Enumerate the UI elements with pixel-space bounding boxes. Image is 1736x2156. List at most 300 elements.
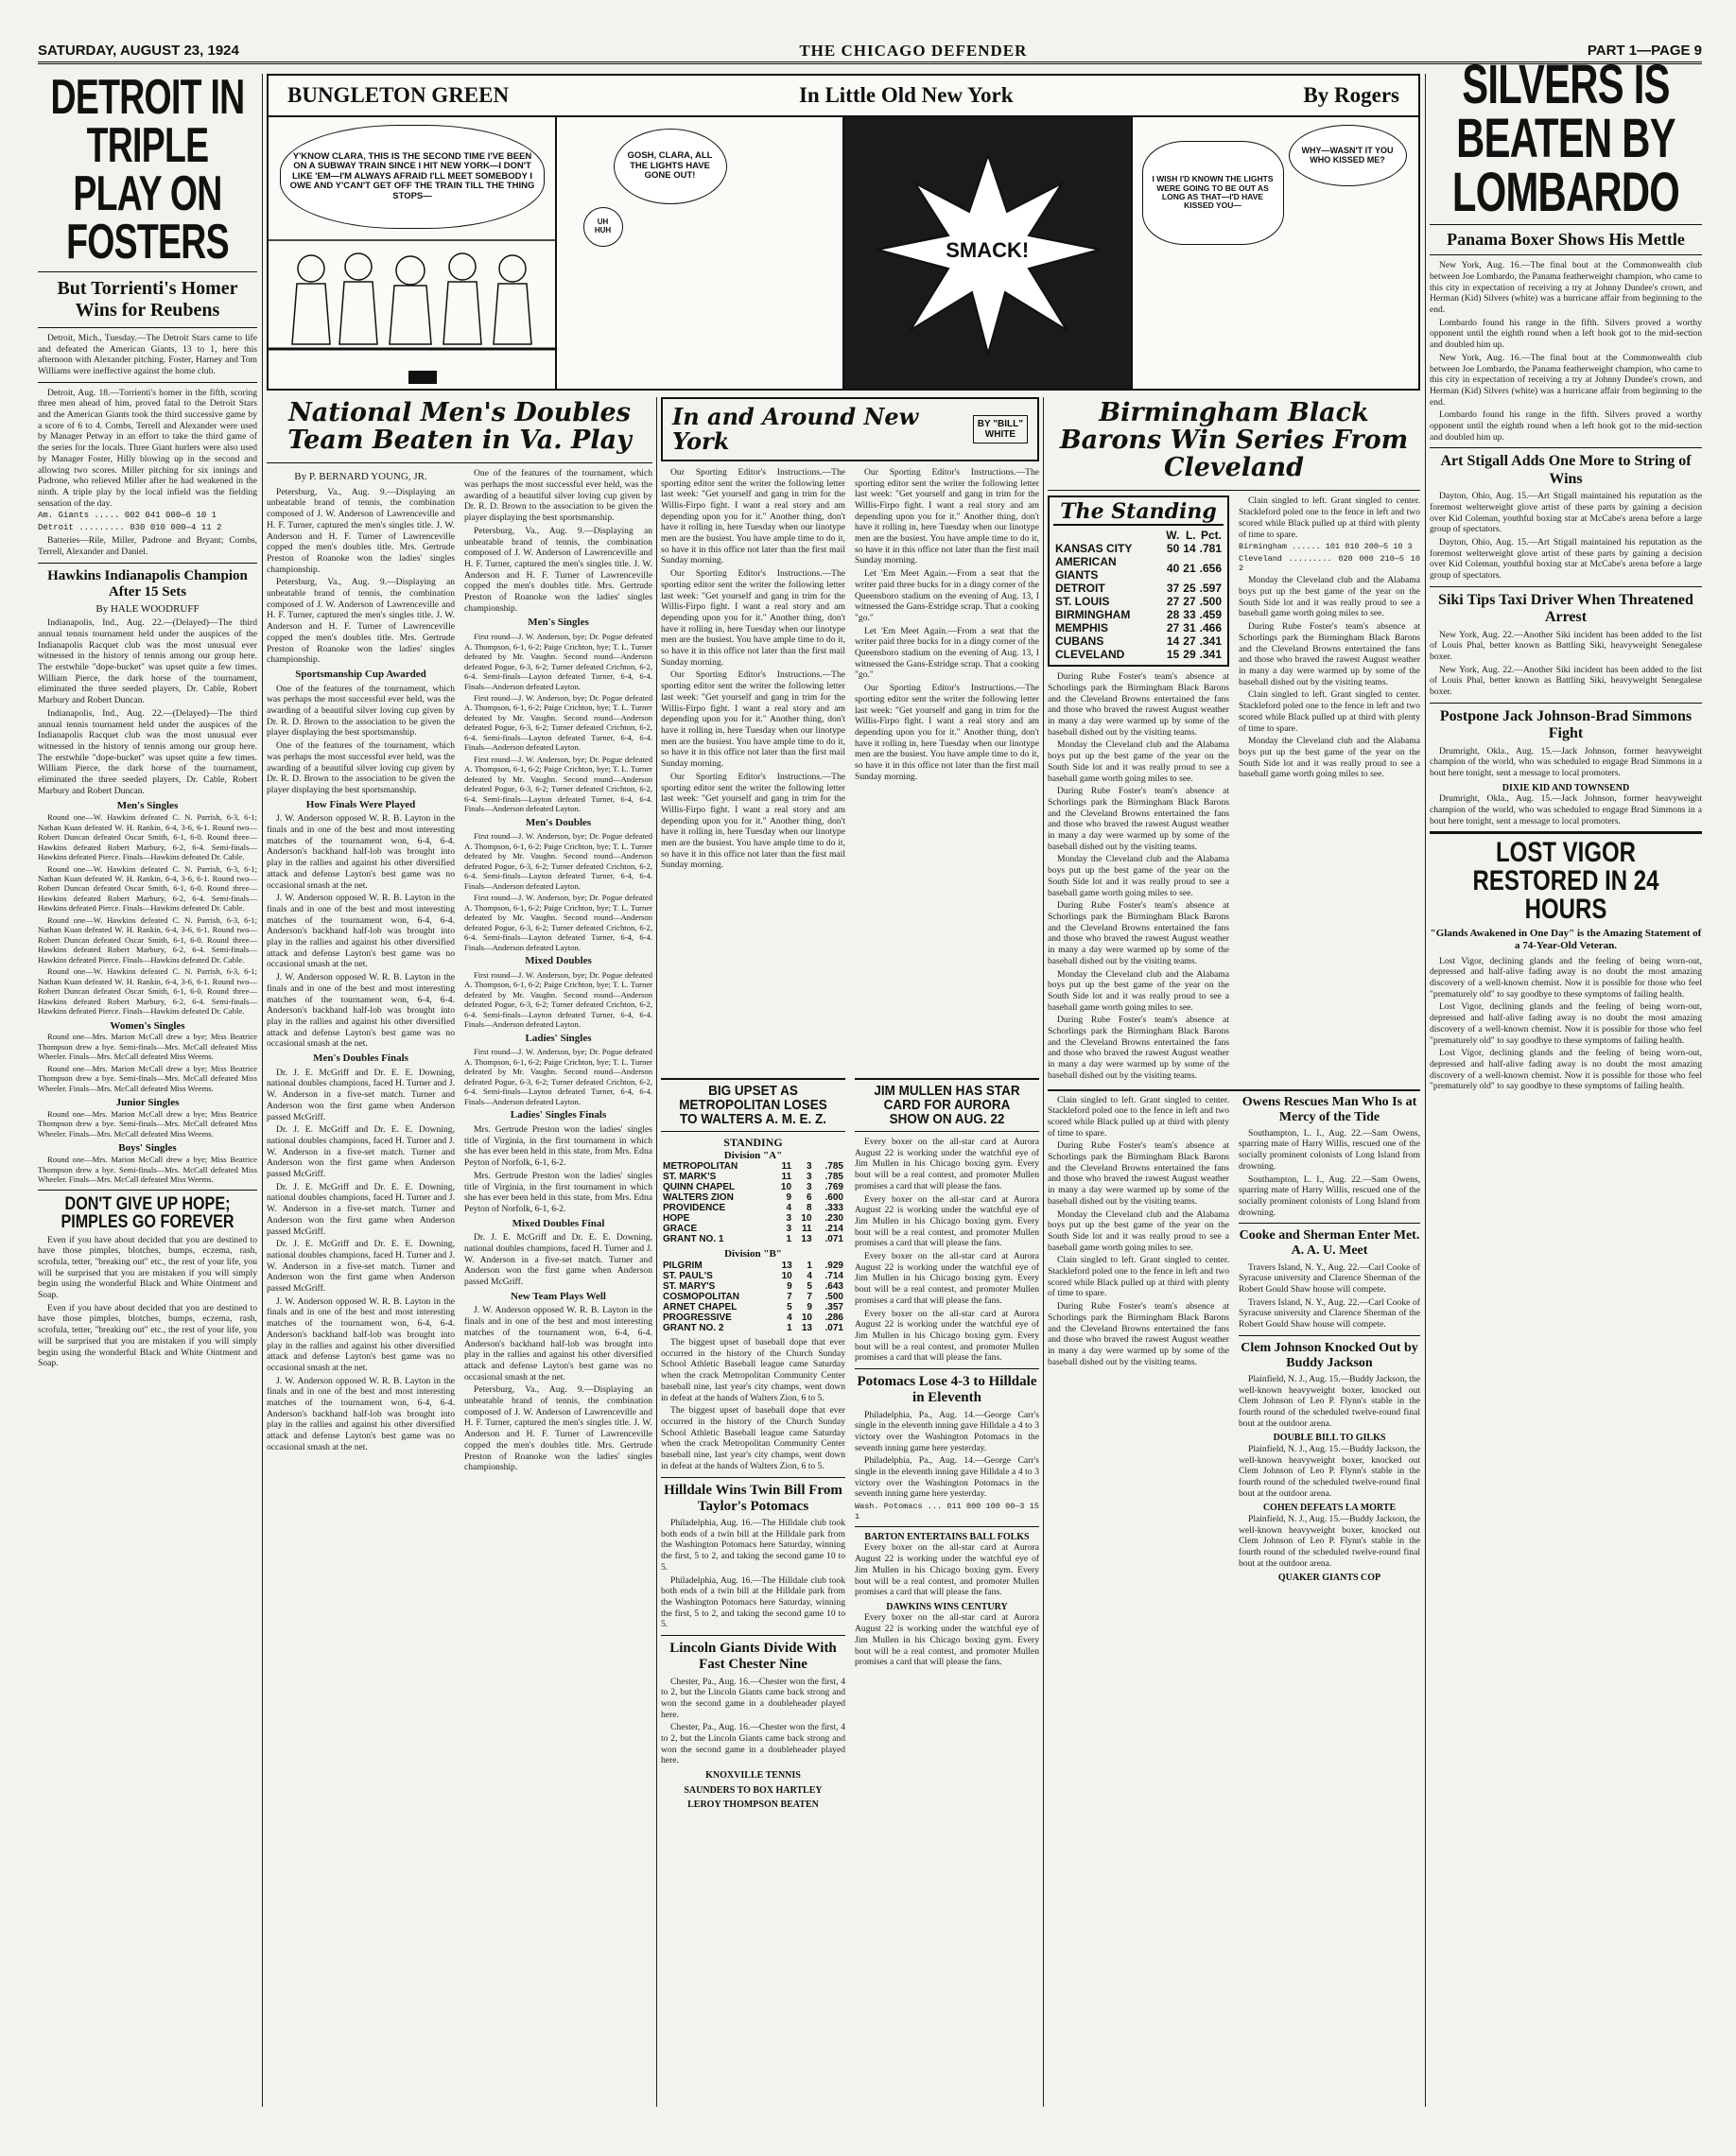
stat-cell: .500 bbox=[1199, 595, 1222, 609]
section-heading: Sportsmanship Cup Awarded bbox=[295, 668, 426, 680]
team-name-cell: WALTERS ZION bbox=[663, 1192, 734, 1204]
stat-cell: .929 bbox=[825, 1261, 843, 1272]
dixie-kid-body: Drumright, Okla., Aug. 15.—Jack Johnson, former heavyweight champion of the world, who was scheduled to engage Brad Simmons in a bout here tonight, sent a message to local promoters. bbox=[1430, 793, 1702, 826]
lincoln-body: Chester, Pa., Aug. 16.—Chester won the first, 4 to 2, but the Lincoln Giants came back strong and won the second game in a doubleheader played here. bbox=[661, 1722, 845, 1766]
stat-cell: 27 bbox=[1183, 635, 1196, 649]
potomacs-body: Philadelphia, Pa., Aug. 14.—George Carr's single in the eleventh inning gave Hilldale a 4 to 3 victory over the Washington Potomacs in the seventh inning game here yesterday. bbox=[855, 1455, 1039, 1500]
table-row bbox=[661, 1271, 845, 1281]
metropolitan-body: The biggest upset of baseball dope that ever occurred in the history of the Church Sunday School Athletic Baseball league came Saturday when the crack Metropolitan Community Center baseball nine, last year's city champs, went down in defeat at the hands of Walters Zion, 6 to 5. bbox=[661, 1405, 845, 1471]
birmingham-article bbox=[1048, 671, 1229, 1081]
pimples-ad bbox=[38, 1235, 257, 1369]
results-body: Round one—W. Hawkins defeated C. N. Parrish, 6-3, 6-1; Nathan Kuan defeated W. H. Rankin, 6-4, 3-6, 6-1. Round two—Robert Duncan defeated Oscar Smith, 6-1, 6-0. Round three—Hawkins defeated Robert Marbury, 6-2, 6-4. Semi-finals—Hawkins defeated Pierce. Finals—Hawkins defeated Dr. Cable. bbox=[38, 863, 257, 913]
column-1 bbox=[38, 74, 257, 2107]
doubles-body: One of the features of the tournament, which was perhaps the most successful ever held, was the awarding of a beautiful silver loving cup given by Dr. R. D. Brown to the association to be given the player displaying the best sportsmanship. bbox=[464, 468, 652, 524]
stat-cell: 29 bbox=[1183, 648, 1196, 662]
table-row bbox=[661, 1323, 845, 1333]
smack-sound-effect: SMACK! bbox=[946, 238, 1030, 262]
birmingham-article-right bbox=[1239, 496, 1420, 780]
doubles-body: Petersburg, Va., Aug. 9.—Displaying an unbeatable brand of tennis, the combination composed of J. W. Anderson of Lawrenceville and H. F. Turner, captured the men's singles title. J. W. Anderson and H. F. Turner of Lawrenceville copped the men's doubles title. Mrs. Gertrude Preston of Roanoke won the ladies' singles championship. bbox=[464, 1384, 652, 1473]
dixie-kid-headline: DIXIE KID AND TOWNSEND bbox=[1502, 782, 1630, 793]
stat-cell: 27 bbox=[1166, 595, 1180, 609]
box-score-line: Birmingham ...... 101 010 200—5 10 3 bbox=[1239, 542, 1413, 552]
cooke-body: Travers Island, N. Y., Aug. 22.—Carl Cooke of Syracuse university and Clarence Sherman of the Robert Gould Shaw house will compete. bbox=[1239, 1261, 1420, 1295]
stat-cell: .341 bbox=[1199, 648, 1222, 662]
vigor-ad-body: Lost Vigor, declining glands and the feeling of being worn-out, depressed and half-alive fading away is no doubt the most amazing discovery of a well-known chemist. Now it is possible for those who feel "prematurely old" to say goodbye to these symptoms of failing health. bbox=[1430, 1001, 1702, 1046]
doubles-headline: National Men's Doubles Team Beaten in Va. Play bbox=[287, 398, 632, 456]
speech-bubble: UH HUH bbox=[583, 207, 623, 247]
table-row bbox=[661, 1203, 845, 1213]
doubles-body: J. W. Anderson opposed W. R. B. Layton in the finals and in one of the best and most interesting matches of the tournament won, 6-4, 6-4. Anderson's backhand half-lob was brought into play in the rallies and against his other diversified attack and defense Layton's best game was no occasional smash at the net. bbox=[267, 893, 455, 970]
birmingham-body: During Rube Foster's team's absence at Schorlings park the Birmingham Black Barons and the Cleveland Browns entertained the fans and those who braved the rawest August weather in many a day were warmed up by some of the baseball dished out by the visiting teams. bbox=[1048, 671, 1229, 738]
pimples-ad-body: Even if you have about decided that you are destined to have those pimples, blotches, bumps, eczema, rash, scrofula, tetter, "breaking out" etc., the rest of your life, you will be surprised that you are mistaken if you will simply begin using the wonderful Black and White Ointment and Soap. bbox=[38, 1234, 257, 1301]
stat-cell: 9 bbox=[786, 1192, 792, 1204]
doubles-body: Petersburg, Va., Aug. 9.—Displaying an unbeatable brand of tennis, the combination composed of J. W. Anderson of Lawrenceville and H. F. Turner, captured the men's singles title. J. W. Anderson and H. F. Turner of Lawrenceville copped the men's doubles title. Mrs. Gertrude Preston of Roanoke won the ladies' singles championship. bbox=[267, 486, 455, 575]
lincoln-body: Chester, Pa., Aug. 16.—Chester won the first, 4 to 2, but the Lincoln Giants came back strong and won the second game in a doubleheader played here. bbox=[661, 1676, 845, 1720]
doubles-results-heading: Men's Doubles bbox=[525, 816, 592, 828]
lincoln-headline: Lincoln Giants Divide With Fast Chester Nine bbox=[669, 1641, 837, 1673]
division-b-label: Division "B" bbox=[724, 1248, 782, 1261]
results-body: First round—J. W. Anderson, bye; Dr. Pogue defeated A. Thompson, 6-1, 6-2; Paige Crichton, bye; T. L. Turner defeated by Mr. Vaughn. Second round—Anderson defeated Pogue, 6-3, 6-2; Turner defeated Crichton, 6-2, 6-4. Semi-finals—Layton defeated Turner, 6-4, 6-4. Finals—Anderson defeated Layton. bbox=[464, 1047, 652, 1106]
leroy-headline: LEROY THOMPSON BEATEN bbox=[687, 1800, 819, 1811]
comic-strip bbox=[267, 74, 1420, 391]
stat-cell: .597 bbox=[1199, 582, 1222, 596]
johnson-headline: Postpone Jack Johnson-Brad Simmons Fight bbox=[1439, 707, 1693, 742]
box-score-line: Detroit ......... 030 010 000—4 11 2 bbox=[38, 523, 222, 533]
comic-panel-4 bbox=[1133, 117, 1419, 389]
comic-panels bbox=[269, 117, 1418, 389]
table-row bbox=[1053, 595, 1224, 608]
table-header-cell bbox=[1053, 529, 1164, 542]
table-row bbox=[1053, 621, 1224, 635]
team-name-cell: AMERICAN GIANTS bbox=[1055, 555, 1117, 582]
detroit-lead: Detroit, Mich., Tuesday.—The Detroit Stars came to life and defeated the American Giants, 13 to 1, here this afternoon with Alexander pitching. Foster, Harney and Tom Williams were ineffective against the home club. bbox=[38, 332, 257, 376]
stigall-article bbox=[1430, 491, 1702, 582]
results-body: First round—J. W. Anderson, bye; Dr. Pogue defeated A. Thompson, 6-1, 6-2; Paige Crichton, bye; T. L. Turner defeated by Mr. Vaughn. Second round—Anderson defeated Pogue, 6-3, 6-2; Turner defeated Crichton, 6-2, 6-4. Semi-finals—Layton defeated Turner, 6-4, 6-4. Finals—Anderson defeated Layton. bbox=[464, 693, 652, 753]
mullen-article bbox=[855, 1137, 1039, 1364]
table-row bbox=[1053, 582, 1224, 595]
stigall-headline: Art Stigall Adds One More to String of Wins bbox=[1440, 453, 1692, 487]
table-row bbox=[1053, 608, 1224, 621]
table-row bbox=[661, 1182, 845, 1192]
vigor-ad bbox=[1430, 956, 1702, 1092]
clem-body: Plainfield, N. J., Aug. 15.—Buddy Jackson, the well-known heavyweight boxer, knocked out Clem Johnson of Leo P. Flynn's stable in the fourth round of the scheduled twelve-round final bout at the outdoor arena. bbox=[1239, 1373, 1420, 1429]
doubles-body: J. W. Anderson opposed W. R. B. Layton in the finals and in one of the best and most interesting matches of the tournament won, 6-4, 6-4. Anderson's backhand half-lob was brought into play in the rallies and against his other diversified attack and defense Layton's best game was no occasional smash at the net. bbox=[464, 1305, 652, 1382]
stat-cell: 50 bbox=[1166, 542, 1180, 556]
table-header-row bbox=[1053, 529, 1224, 542]
metropolitan-headline: BIG UPSET AS METROPOLITAN LOSES TO WALTERS A. M. E. Z. bbox=[679, 1083, 827, 1127]
team-name-cell: GRANT NO. 1 bbox=[663, 1234, 724, 1245]
birmingham-body: Monday the Cleveland club and the Alabama boys put up the best game of the year on the South Side lot and it was really proud to see a baseball game worth going miles to see. bbox=[1048, 1208, 1229, 1253]
table-row bbox=[661, 1234, 845, 1244]
table-row bbox=[661, 1172, 845, 1182]
junior-body: Round one—Mrs. Marion McCall drew a bye; Miss Beatrice Thompson drew a bye. Semi-finals—Mrs. McCall defeated Miss Wheeler. Finals—Mrs. McCall defeated Miss Weems. bbox=[38, 1108, 257, 1139]
doubles-body: J. W. Anderson opposed W. R. B. Layton in the finals and in one of the best and most interesting matches of the tournament won, 6-4, 6-4. Anderson's backhand half-lob was brought into play in the rallies and against his other diversified attack and defense Layton's best game was no occasional smash at the net. bbox=[267, 972, 455, 1050]
boys-body: Round one—Mrs. Marion McCall drew a bye; Miss Beatrice Thompson drew a bye. Semi-finals—Mrs. McCall defeated Miss Wheeler. Finals—Mrs. McCall defeated Miss Weems. bbox=[38, 1155, 257, 1185]
birmingham-body: Monday the Cleveland club and the Alabama boys put up the best game of the year on the South Side lot and it was really proud to see a baseball game worth going miles to see. bbox=[1048, 739, 1229, 784]
stat-cell: .785 bbox=[825, 1161, 843, 1173]
detroit-deck: But Torrienti's Homer Wins for Reubens bbox=[57, 277, 238, 321]
dawkins-article bbox=[855, 1612, 1039, 1668]
birmingham-body: Monday the Cleveland club and the Alabama boys put up the best game of the year on the South Side lot and it was really proud to see a baseball game worth going miles to see. bbox=[1239, 575, 1420, 619]
page-number: PART 1—PAGE 9 bbox=[1587, 43, 1702, 59]
womens-body: Round one—Mrs. Marion McCall drew a bye; Miss Beatrice Thompson drew a bye. Semi-finals—Mrs. McCall defeated Miss Wheeler. Finals—Mrs. McCall defeated Miss Weems. bbox=[38, 1032, 257, 1062]
new-york-body: Our Sporting Editor's Instructions.—The sporting editor sent the writer the following letter last week: "Get yourself and gang in trim for the Willis-Firpo fight. I want a real story and am depending upon you for it." Another thing, don't have it rolling in, here Tuesday when our linotype men are the busiest. You have ample time to do it, so have it in this office not later than the first mail Sunday morning. bbox=[661, 669, 845, 770]
team-name-cell: CUBANS bbox=[1055, 635, 1104, 649]
birmingham-body: Clain singled to left. Grant singled to center. Stackleford poled one to the fence in left and two scored while Black pulled up at third with plenty of time to spare. bbox=[1239, 496, 1420, 540]
team-name-cell: QUINN CHAPEL bbox=[663, 1182, 736, 1193]
cohen-article bbox=[1239, 1514, 1420, 1570]
johnson-article bbox=[1430, 746, 1702, 779]
results-body: First round—J. W. Anderson, bye; Dr. Pogue defeated A. Thompson, 6-1, 6-2; Paige Crichton, bye; T. L. Turner defeated by Mr. Vaughn. Second round—Anderson defeated Pogue, 6-3, 6-2; Turner defeated Crichton, 6-2, 6-4. Semi-finals—Layton defeated Turner, 6-4, 6-4. Finals—Anderson defeated Layton. bbox=[464, 632, 652, 691]
doubles-body: One of the features of the tournament, which was perhaps the most successful ever held, was the awarding of a beautiful silver loving cup given by Dr. R. D. Brown to the association to be given the player displaying the best sportsmanship. bbox=[267, 740, 455, 795]
owens-headline: Owens Rescues Man Who Is at Mercy of the Tide bbox=[1241, 1094, 1417, 1124]
new-york-body: Our Sporting Editor's Instructions.—The sporting editor sent the writer the following letter last week: "Get yourself and gang in trim for the Willis-Firpo fight. I want a real story and am depending upon you for it." Another thing, don't have it rolling in, here Tuesday when our linotype men are the busiest. You have ample time to do it, so have it in this office not later than the first mail Sunday morning. bbox=[661, 568, 845, 668]
stat-cell: 40 bbox=[1166, 562, 1180, 576]
knoxville-headline: KNOXVILLE TENNIS bbox=[705, 1770, 801, 1782]
results-body: First round—J. W. Anderson, bye; Dr. Pogue defeated A. Thompson, 6-1, 6-2; Paige Crichton, bye; T. L. Turner defeated by Mr. Vaughn. Second round—Anderson defeated Pogue, 6-3, 6-2; Turner defeated Crichton, 6-2, 6-4. Semi-finals—Layton defeated Turner, 6-4, 6-4. Finals—Anderson defeated Layton. bbox=[464, 893, 652, 952]
stat-cell: 3 bbox=[786, 1213, 792, 1225]
new-york-article-left bbox=[661, 467, 845, 873]
tennis-article bbox=[38, 617, 257, 796]
birmingham-body: Monday the Cleveland club and the Alabama boys put up the best game of the year on the South Side lot and it was really proud to see a baseball game worth going miles to see. bbox=[1048, 854, 1229, 898]
stat-cell: .341 bbox=[1199, 635, 1222, 649]
silvers-headline: SILVERS IS BEATEN BY LOMBARDO bbox=[1451, 59, 1680, 223]
silvers-body: Lombardo found his range in the fifth. Silvers proved a worthy opponent until the eighth round when a left hook got to the mid-section and doubled him up. bbox=[1430, 409, 1702, 443]
stat-cell: 13 bbox=[781, 1261, 792, 1272]
stat-cell: 27 bbox=[1183, 595, 1196, 609]
doubles-body: J. W. Anderson opposed W. R. B. Layton in the finals and in one of the best and most interesting matches of the tournament won, 6-4, 6-4. Anderson's backhand half-lob was brought into play in the rallies and against his other diversified attack and defense Layton's best game was no occasional smash at the net. bbox=[267, 813, 455, 891]
birmingham-body: Clain singled to left. Grant singled to center. Stackleford poled one to the fence in left and two scored while Black pulled up at third with plenty of time to spare. bbox=[1239, 689, 1420, 734]
team-name-cell: ST. MARY'S bbox=[663, 1281, 716, 1293]
table-row bbox=[661, 1261, 845, 1271]
new-york-header bbox=[661, 397, 1039, 461]
stat-cell: 10 bbox=[781, 1271, 792, 1282]
birmingham-continued bbox=[1048, 1095, 1229, 1368]
column-2 bbox=[267, 397, 652, 2107]
doubles-body: Petersburg, Va., Aug. 9.—Displaying an unbeatable brand of tennis, the combination composed of J. W. Anderson of Lawrenceville and H. F. Turner, captured the men's singles title. J. W. Anderson and H. F. Turner of Lawrenceville copped the men's doubles title. Mrs. Gertrude Preston of Roanoke won the ladies' singles championship. bbox=[464, 525, 652, 614]
stat-cell: .714 bbox=[825, 1271, 843, 1282]
issue-date: SATURDAY, AUGUST 23, 1924 bbox=[38, 43, 239, 59]
siki-body: New York, Aug. 22.—Another Siki incident has been added to the list of Louis Phal, better known as Battling Siki, heavyweight Senegalese boxer. bbox=[1430, 629, 1702, 663]
lincoln-article bbox=[661, 1677, 845, 1767]
birmingham-body: Clain singled to left. Grant singled to center. Stackleford poled one to the fence in left and two scored while Black pulled up at third with plenty of time to spare. bbox=[1048, 1255, 1229, 1299]
results-heading: Men's Singles bbox=[116, 800, 179, 812]
stat-cell: .643 bbox=[825, 1281, 843, 1293]
team-name-cell: ST. MARK'S bbox=[663, 1172, 717, 1183]
church-league-standing-title: STANDING bbox=[723, 1136, 783, 1149]
stat-cell: 9 bbox=[807, 1302, 812, 1313]
stat-cell: 8 bbox=[806, 1203, 812, 1214]
hilldale-article bbox=[661, 1518, 845, 1630]
stat-cell: 10 bbox=[780, 1182, 792, 1193]
detroit-article bbox=[38, 333, 257, 558]
speech-bubble: WHY—WASN'T IT YOU WHO KISSED ME? bbox=[1289, 125, 1407, 186]
division-b-table bbox=[661, 1261, 845, 1333]
pimples-ad-body: Even if you have about decided that you are destined to have those pimples, blotches, bumps, eczema, rash, scrofula, tetter, "breaking out" etc., the rest of your life, you will be surprised that you are mistaken if you will simply begin using the wonderful Black and White Ointment and Soap. bbox=[38, 1302, 257, 1369]
new-york-article-right bbox=[855, 467, 1039, 873]
stat-cell: .466 bbox=[1199, 621, 1222, 635]
table-row bbox=[661, 1192, 845, 1203]
birmingham-section bbox=[1048, 397, 1420, 2107]
detroit-body: Detroit, Aug. 18.—Torrienti's homer in the fifth, scoring three men ahead of him, proved fatal to the Detroit Stars and the American Giants took the third successive game by a score of 6 to 4. Combs, Terrell and Alexander were used by Manager Petway in an effort to take the third game of the series for the locals. Three Giant hurlers were also used by Manager Foster, Hilly blowing up in the second and allowing two scores. Miller pitching for six innings and Padrone, who relieved Miller after he had weakened in the ninth. A triple play by the local infield was the fielding sensation of the day. bbox=[38, 387, 257, 509]
womens-body: Round one—Mrs. Marion McCall drew a bye; Miss Beatrice Thompson drew a bye. Semi-finals—Mrs. McCall defeated Miss Wheeler. Finals—Mrs. McCall defeated Miss Weems. bbox=[38, 1063, 257, 1093]
team-name-cell: GRACE bbox=[663, 1224, 698, 1235]
team-name-cell: ARNET CHAPEL bbox=[663, 1302, 738, 1313]
new-york-body: Our Sporting Editor's Instructions.—The sporting editor sent the writer the following letter last week: "Get yourself and gang in trim for the Willis-Firpo fight. I want a real story and am depending upon you for it." Another thing, don't have it rolling in, here Tuesday when our linotype men are the busiest. You have ample time to do it, so have it in this office not later than the first mail Sunday morning. bbox=[661, 466, 845, 566]
stat-cell: 10 bbox=[801, 1313, 812, 1324]
stat-cell: 1 bbox=[787, 1323, 792, 1334]
stat-cell: 11 bbox=[781, 1161, 792, 1173]
birmingham-body: During Rube Foster's team's absence at Schorlings park the Birmingham Black Barons and the Cleveland Browns entertained the fans and those who braved the rawest August weather in many a day were warmed up by some of the baseball dished out by the visiting teams. bbox=[1048, 1301, 1229, 1367]
doubles-body: Dr. J. E. McGriff and Dr. E. E. Downing, national doubles champions, faced H. Turner and J. W. Anderson in a five-set match. Turner and Anderson won the first game when Anderson passed McGriff. bbox=[267, 1124, 455, 1180]
johnson-body: Drumright, Okla., Aug. 15.—Jack Johnson, former heavyweight champion of the world, who was scheduled to engage Brad Simmons in a bout here tonight, sent a message to local promoters. bbox=[1430, 745, 1702, 779]
vigor-ad-body: Lost Vigor, declining glands and the feeling of being worn-out, depressed and half-alive fading away is no doubt the most amazing discovery of a well-known chemist. Now it is possible for those who feel "prematurely old" to say goodbye to these symptoms of failing health. bbox=[1430, 955, 1702, 1000]
owens-body: Southampton, L. I., Aug. 22.—Sam Owens, sparring mate of Harry Willis, rescued one of the socially prominent colonists of Long Island from drowning. bbox=[1239, 1127, 1420, 1172]
stat-cell: .286 bbox=[825, 1313, 843, 1324]
team-name-cell: HOPE bbox=[663, 1213, 690, 1225]
birmingham-body: During Rube Foster's team's absence at Schorlings park the Birmingham Black Barons and the Cleveland Browns entertained the fans and those who braved the rawest August weather in many a day were warmed up by some of the baseball dished out by the visiting teams. bbox=[1048, 1140, 1229, 1207]
gilks-body: Plainfield, N. J., Aug. 15.—Buddy Jackson, the well-known heavyweight boxer, knocked out Clem Johnson of Leo P. Flynn's stable in the fourth round of the scheduled twelve-round final bout at the outdoor arena. bbox=[1239, 1443, 1420, 1499]
stat-cell: 4 bbox=[807, 1271, 812, 1282]
cohen-headline: COHEN DEFEATS LA MORTE bbox=[1262, 1503, 1397, 1514]
stat-cell: 21 bbox=[1183, 562, 1196, 576]
subway-riders-illustration bbox=[269, 117, 557, 389]
stat-cell: 1 bbox=[807, 1261, 812, 1272]
ladies-results-heading: Ladies' Singles bbox=[525, 1032, 592, 1044]
speech-bubble: GOSH, CLARA, ALL THE LIGHTS HAVE GONE OUT! bbox=[614, 129, 727, 204]
new-york-headline: In and Around New York bbox=[672, 403, 919, 455]
team-name-cell: PILGRIM bbox=[663, 1261, 703, 1272]
section-heading: New Team Plays Well bbox=[511, 1290, 606, 1302]
division-a-table bbox=[661, 1161, 845, 1244]
doubles-body: Dr. J. E. McGriff and Dr. E. E. Downing, national doubles champions, faced H. Turner and J. W. Anderson in a five-set match. Turner and Anderson won the first game when Anderson passed McGriff. bbox=[464, 1232, 652, 1288]
team-name-cell: METROPOLITAN bbox=[663, 1161, 738, 1173]
hilldale-body: Philadelphia, Aug. 16.—The Hilldale club took both ends of a twin bill at the Hilldale park from the Washington Potomacs here Saturday, winning the first, 5 to 2, and taking the second game 10 to 5. bbox=[661, 1574, 845, 1630]
results-body: First round—J. W. Anderson, bye; Dr. Pogue defeated A. Thompson, 6-1, 6-2; Paige Crichton, bye; T. L. Turner defeated by Mr. Vaughn. Second round—Anderson defeated Pogue, 6-3, 6-2; Turner defeated Crichton, 6-2, 6-4. Semi-finals—Layton defeated Turner, 6-4, 6-4. Finals—Anderson defeated Layton. bbox=[464, 831, 652, 891]
stat-cell: 5 bbox=[807, 1281, 812, 1293]
stat-cell: 15 bbox=[1166, 648, 1180, 662]
stat-cell: .785 bbox=[825, 1172, 843, 1183]
birmingham-body: During Rube Foster's team's absence at Schorlings park the Birmingham Black Barons and the Cleveland Browns entertained the fans and those who braved the rawest August weather in many a day were warmed up by some of the baseball dished out by the visiting teams. bbox=[1048, 1015, 1229, 1081]
section-heading: How Finals Were Played bbox=[305, 798, 416, 810]
dawkins-headline: DAWKINS WINS CENTURY bbox=[886, 1601, 1008, 1612]
stat-cell: 13 bbox=[801, 1323, 812, 1334]
cooke-headline: Cooke and Sherman Enter Met. A. A. U. Meet bbox=[1239, 1228, 1420, 1259]
stat-cell: 3 bbox=[786, 1224, 792, 1235]
stat-cell: 4 bbox=[787, 1313, 792, 1324]
stat-cell: 7 bbox=[807, 1292, 812, 1303]
team-name-cell: CLEVELAND bbox=[1055, 648, 1125, 662]
table-header-cell: Pct. bbox=[1200, 529, 1222, 543]
doubles-body: Mrs. Gertrude Preston won the ladies' singles title of Virginia, in the first tournament in which she has ever been held in this state, from Mrs. Edna Peyton of Norfolk, 6-1, 6-2. bbox=[464, 1124, 652, 1169]
stat-cell: 1 bbox=[786, 1234, 792, 1245]
tennis-headline: Hawkins Indianapolis Champion After 15 Sets bbox=[47, 567, 248, 600]
stat-cell: .500 bbox=[825, 1292, 843, 1303]
stat-cell: 11 bbox=[781, 1172, 792, 1183]
doubles-body: One of the features of the tournament, which was perhaps the most successful ever held, was the awarding of a beautiful silver loving cup given by Dr. R. D. Brown to the association to be given the player displaying the best sportsmanship. bbox=[267, 683, 455, 739]
stigall-body: Dayton, Ohio, Aug. 15.—Art Stigall maintained his reputation as the foremost welterweight glove artist of these parts by gaining a decision over Kid Coleman, youthful boxing star at McCabe's arena before a large group of spectators. bbox=[1430, 537, 1702, 582]
womens-heading: Women's Singles bbox=[110, 1019, 185, 1032]
stat-cell: 33 bbox=[1183, 608, 1196, 622]
cooke-body: Travers Island, N. Y., Aug. 22.—Carl Cooke of Syracuse university and Clarence Sherman of the Robert Gould Shaw house will compete. bbox=[1239, 1296, 1420, 1330]
doubles-body: Dr. J. E. McGriff and Dr. E. E. Downing, national doubles champions, faced H. Turner and J. W. Anderson in a five-set match. Turner and Anderson won the first game when Anderson passed McGriff. bbox=[267, 1067, 455, 1122]
doubles-body: Petersburg, Va., Aug. 9.—Displaying an unbeatable brand of tennis, the combination composed of J. W. Anderson of Lawrenceville and H. F. Turner, captured the men's singles title. J. W. Anderson and H. F. Turner of Lawrenceville copped the men's doubles title. Mrs. Gertrude Preston of Roanoke won the ladies' singles championship. bbox=[267, 577, 455, 666]
new-york-body: Our Sporting Editor's Instructions.—The sporting editor sent the writer the following letter last week: "Get yourself and gang in trim for the Willis-Firpo fight. I want a real story and am depending upon you for it." Another thing, don't have it rolling in, here Tuesday when our linotype men are the busiest. You have ample time to do it, so have it in this office not later than the first mail Sunday morning. bbox=[855, 683, 1039, 782]
box-score-line: Cleveland ......... 020 000 210—5 10 2 bbox=[1239, 553, 1420, 573]
silvers-body: New York, Aug. 16.—The final bout at the Commonwealth club between Joe Lombardo, the Panama featherweight champion, who came to this city in expectation of receiving a try at Johnny Dundee's crown, and Herman (Kid) Silvers (white) was a hurricane affair from beginning to the end. bbox=[1430, 352, 1702, 408]
womens-list bbox=[38, 1032, 257, 1093]
new-york-body: Our Sporting Editor's Instructions.—The sporting editor sent the writer the following letter last week: "Get yourself and gang in trim for the Willis-Firpo fight. I want a real story and am depending upon you for it." Another thing, don't have it rolling in, here Tuesday when our linotype men are the busiest. You have ample time to do it, so have it in this office not later than the first mail Sunday morning. bbox=[855, 466, 1039, 566]
table-row bbox=[661, 1302, 845, 1313]
stat-cell: 27 bbox=[1166, 621, 1180, 635]
stat-cell: 3 bbox=[806, 1161, 812, 1173]
team-name-cell: ST. LOUIS bbox=[1055, 595, 1110, 609]
linescore-line: Wash. Potomacs ... 011 000 100 00—3 15 1 bbox=[855, 1502, 1039, 1521]
silvers-article bbox=[1430, 260, 1702, 443]
tennis-body: Indianapolis, Ind., Aug. 22.—(Delayed)—The third annual tennis tournament held under the auspices of the Indianapolis Racquet club was the most unusual ever witnessed in the history of tennis among our group here. The erstwhile "dope-bucket" was upset quite a few times. William Pierce, the dark horse of the tournament, eliminated the three seeded players, Dr. Cable, Robert Marbury and Robert Duncan. bbox=[38, 617, 257, 706]
dixie-kid-article bbox=[1430, 793, 1702, 826]
stat-cell: 28 bbox=[1166, 608, 1180, 622]
silvers-body: Lombardo found his range in the fifth. Silvers proved a worthy opponent until the eighth round when a left hook got to the mid-section and doubled him up. bbox=[1430, 317, 1702, 351]
team-name-cell: BIRMINGHAM bbox=[1055, 608, 1131, 622]
stat-cell: 14 bbox=[1183, 542, 1196, 556]
silvers-body: New York, Aug. 16.—The final bout at the Commonwealth club between Joe Lombardo, the Panama featherweight champion, who came to this city in expectation of receiving a try at Johnny Dundee's crown, and Herman (Kid) Silvers (white) was a hurricane affair from beginning to the end. bbox=[1430, 260, 1702, 315]
owens-body: Southampton, L. I., Aug. 22.—Sam Owens, sparring mate of Harry Willis, rescued one of the socially prominent colonists of Long Island from drowning. bbox=[1239, 1174, 1420, 1218]
results-body: First round—J. W. Anderson, bye; Dr. Pogue defeated A. Thompson, 6-1, 6-2; Paige Crichton, bye; T. L. Turner defeated by Mr. Vaughn. Second round—Anderson defeated Pogue, 6-3, 6-2; Turner defeated Crichton, 6-2, 6-4. Semi-finals—Layton defeated Turner, 6-4, 6-4. Finals—Anderson defeated Layton. bbox=[464, 754, 652, 814]
boys-heading: Boys' Singles bbox=[118, 1142, 177, 1155]
new-york-byline: BY "BILL" WHITE bbox=[973, 415, 1028, 443]
mullen-headline: JIM MULLEN HAS STAR CARD FOR AURORA SHOW ON AUG. 22 bbox=[874, 1083, 1020, 1127]
stat-cell: .459 bbox=[1199, 608, 1222, 622]
table-row bbox=[661, 1292, 845, 1302]
potomacs-body: Philadelphia, Pa., Aug. 14.—George Carr's single in the eleventh inning gave Hilldale a 4 to 3 victory over the Washington Potomacs in the seventh inning game here yesterday. bbox=[855, 1409, 1039, 1453]
comic-panel-1 bbox=[269, 117, 557, 389]
team-name-cell: MEMPHIS bbox=[1055, 621, 1109, 635]
stat-cell: 6 bbox=[806, 1192, 812, 1204]
stat-cell: 7 bbox=[787, 1292, 792, 1303]
stat-cell: 5 bbox=[787, 1302, 792, 1313]
table-row bbox=[661, 1224, 845, 1234]
standing-title: The Standing bbox=[1053, 501, 1224, 526]
table-header-cell: W. bbox=[1166, 529, 1180, 543]
junior-heading: Junior Singles bbox=[115, 1097, 180, 1109]
new-york-body: Let 'Em Meet Again.—From a seat that the writer paid three bucks for in a dingy corner of the Queensboro stadium on the evening of Aug. 13, I witnessed the Gans-Estridge scrap. That a cooking "go." bbox=[855, 568, 1039, 623]
stat-cell: .781 bbox=[1199, 542, 1222, 556]
birmingham-body: Clain singled to left. Grant singled to center. Stackleford poled one to the fence in left and two scored while Black pulled up at third with plenty of time to spare. bbox=[1048, 1094, 1229, 1139]
detroit-headline: DETROIT IN TRIPLE PLAY ON FOSTERS bbox=[50, 74, 245, 270]
stat-cell: 9 bbox=[787, 1281, 792, 1293]
tennis-byline: By HALE WOODRUFF bbox=[95, 603, 200, 616]
siki-body: New York, Aug. 22.—Another Siki incident has been added to the list of Louis Phal, better known as Battling Siki, heavyweight Senegalese boxer. bbox=[1430, 664, 1702, 698]
team-name-cell: PROGRESSIVE bbox=[663, 1313, 732, 1324]
junior-list bbox=[38, 1109, 257, 1139]
birmingham-body: Monday the Cleveland club and the Alabama boys put up the best game of the year on the South Side lot and it was really proud to see a baseball game worth going miles to see. bbox=[1239, 736, 1420, 780]
table-row bbox=[1053, 542, 1224, 555]
hilldale-headline: Hilldale Wins Twin Bill From Taylor's Potomacs bbox=[664, 1482, 842, 1514]
stat-cell: 3 bbox=[806, 1182, 812, 1193]
boys-list bbox=[38, 1155, 257, 1184]
table-row bbox=[661, 1281, 845, 1292]
vigor-ad-headline: LOST VIGOR RESTORED IN 24 HOURS bbox=[1472, 837, 1659, 926]
table-row bbox=[1053, 555, 1224, 582]
standing-box bbox=[1048, 496, 1229, 667]
paper-name: THE CHICAGO DEFENDER bbox=[799, 41, 1028, 60]
comic-panel-3 bbox=[844, 117, 1133, 389]
results-list bbox=[38, 812, 257, 1017]
potomacs-article bbox=[855, 1410, 1039, 1521]
stat-cell: 31 bbox=[1183, 621, 1196, 635]
saunders-headline: SAUNDERS TO BOX HARTLEY bbox=[684, 1784, 823, 1796]
stat-cell: .230 bbox=[825, 1213, 843, 1225]
doubles-byline: By P. BERNARD YOUNG, JR. bbox=[294, 471, 427, 483]
silvers-deck: Panama Boxer Shows His Mettle bbox=[1447, 230, 1685, 250]
metropolitan-body: The biggest upset of baseball dope that ever occurred in the history of the Church Sunday School Athletic Baseball league came Saturday when the crack Metropolitan Community Center baseball nine, last year's city champs, went down in defeat at the hands of Walters Zion, 6 to 5. bbox=[661, 1337, 845, 1403]
doubles-article-right bbox=[464, 468, 652, 1475]
barton-article bbox=[855, 1542, 1039, 1598]
doubles-body: J. W. Anderson opposed W. R. B. Layton in the finals and in one of the best and most interesting matches of the tournament won, 6-4, 6-4. Anderson's backhand half-lob was brought into play in the rallies and against his other diversified attack and defense Layton's best game was no occasional smash at the net. bbox=[267, 1295, 455, 1373]
hilldale-body: Philadelphia, Aug. 16.—The Hilldale club took both ends of a twin bill at the Hilldale park from the Washington Potomacs here Saturday, winning the first, 5 to 2, and taking the second game 10 to 5. bbox=[661, 1518, 845, 1573]
clem-headline: Clem Johnson Knocked Out by Buddy Jackson bbox=[1241, 1340, 1418, 1370]
barton-headline: BARTON ENTERTAINS BALL FOLKS bbox=[864, 1531, 1030, 1542]
stat-cell: 10 bbox=[801, 1213, 812, 1225]
column-4 bbox=[855, 1078, 1039, 2107]
siki-headline: Siki Tips Taxi Driver When Threatened Arrest bbox=[1438, 591, 1693, 626]
stat-cell: 25 bbox=[1183, 582, 1196, 596]
league-standings-table bbox=[1053, 529, 1224, 661]
vigor-ad-deck: "Glands Awakened in One Day" is the Amazing Statement of a 74-Year-Old Veteran. bbox=[1430, 928, 1702, 951]
speech-bubble: I WISH I'D KNOWN THE LIGHTS WERE GOING TO BE OUT AS LONG AS THAT—I'D HAVE KISSED YOU— bbox=[1142, 141, 1284, 245]
stat-cell: .071 bbox=[825, 1323, 843, 1334]
gilks-article bbox=[1239, 1444, 1420, 1500]
tennis-body: Indianapolis, Ind., Aug. 22.—(Delayed)—The third annual tennis tournament held under the auspices of the Indianapolis Racquet club was the most unusual ever witnessed in the history of tennis among our group here. The erstwhile "dope-bucket" was upset quite a few times. William Pierce, the dark horse of the tournament, eliminated the three seeded players, Dr. Cable, Robert Marbury and Robert Duncan. bbox=[38, 707, 257, 796]
comic-subtitle: In Little Old New York bbox=[798, 83, 1014, 107]
table-row bbox=[1053, 648, 1224, 661]
team-name-cell: ST. PAUL'S bbox=[663, 1271, 713, 1282]
mullen-body: Every boxer on the all-star card at Aurora August 22 is working under the watchful eye of Jim Mullen in his Chicago boxing gym. Every bout will be a real contest, and promoter Mullen promises a card that will please the fans. bbox=[855, 1251, 1039, 1306]
team-name-cell: COSMOPOLITAN bbox=[663, 1292, 739, 1303]
stat-cell: 4 bbox=[786, 1203, 792, 1214]
team-name-cell: GRANT NO. 2 bbox=[663, 1323, 724, 1334]
mullen-body: Every boxer on the all-star card at Aurora August 22 is working under the watchful eye of Jim Mullen in his Chicago boxing gym. Every bout will be a real contest, and promoter Mullen promises a card that will please the fans. bbox=[855, 1308, 1039, 1364]
metropolitan-section bbox=[661, 1078, 845, 2107]
birmingham-body: During Rube Foster's team's absence at Schorlings park the Birmingham Black Barons and the Cleveland Browns entertained the fans and those who braved the rawest August weather in many a day were warmed up by some of the baseball dished out by the visiting teams. bbox=[1048, 900, 1229, 966]
pimples-ad-headline: DON'T GIVE UP HOPE; PIMPLES GO FOREVER bbox=[61, 1193, 234, 1232]
birmingham-headline: Birmingham Black Barons Win Series From Cleveland bbox=[1059, 398, 1409, 483]
stat-cell: .656 bbox=[1199, 562, 1222, 576]
barton-body: Every boxer on the all-star card at Aurora August 22 is working under the watchful eye of Jim Mullen in his Chicago boxing gym. Every bout will be a real contest, and promoter Mullen promises a card that will please the fans. bbox=[855, 1542, 1039, 1598]
stat-cell: .333 bbox=[825, 1203, 843, 1214]
stat-cell: 37 bbox=[1166, 582, 1180, 596]
results-body: First round—J. W. Anderson, bye; Dr. Pogue defeated A. Thompson, 6-1, 6-2; Paige Crichton, bye; T. L. Turner defeated by Mr. Vaughn. Second round—Anderson defeated Pogue, 6-3, 6-2; Turner defeated Crichton, 6-2, 6-4. Semi-finals—Layton defeated Turner, 6-4, 6-4. Finals—Anderson defeated Layton. bbox=[464, 969, 652, 1030]
cooke-article bbox=[1239, 1262, 1420, 1330]
table-header-cell: L. bbox=[1185, 529, 1196, 543]
comic-title-bar bbox=[269, 76, 1418, 117]
section-heading: Mixed Doubles Final bbox=[512, 1217, 605, 1229]
division-a-label: Division "A" bbox=[723, 1149, 783, 1161]
comic-author: By Rogers bbox=[1303, 83, 1399, 107]
doubles-body: Dr. J. E. McGriff and Dr. E. E. Downing, national doubles champions, faced H. Turner and J. W. Anderson in a five-set match. Turner and Anderson won the first game when Anderson passed McGriff. bbox=[267, 1239, 455, 1295]
stat-cell: 13 bbox=[801, 1234, 812, 1245]
doubles-body: Dr. J. E. McGriff and Dr. E. E. Downing, national doubles champions, faced H. Turner and J. W. Anderson in a five-set match. Turner and Anderson won the first game when Anderson passed McGriff. bbox=[267, 1181, 455, 1237]
table-row bbox=[661, 1313, 845, 1323]
doubles-article-left bbox=[267, 468, 455, 1475]
mullen-body: Every boxer on the all-star card at Aurora August 22 is working under the watchful eye of Jim Mullen in his Chicago boxing gym. Every bout will be a real contest, and promoter Mullen promises a card that will please the fans. bbox=[855, 1137, 1039, 1191]
speech-bubble: Y'KNOW CLARA, THIS IS THE SECOND TIME I'VE BEEN ON A SUBWAY TRAIN SINCE I HIT NEW YORK—I DON'T LIKE 'EM—I'M ALWAYS AFRAID I'LL MEET SOMEBODY I OWE AND Y'CAN'T GET OFF THE TRAIN TILL THE THING STOPS— bbox=[280, 125, 545, 229]
birmingham-body: During Rube Foster's team's absence at Schorlings park the Birmingham Black Barons and the Cleveland Browns entertained the fans and those who braved the rawest August weather in many a day were warmed up by some of the baseball dished out by the visiting teams. bbox=[1239, 621, 1420, 687]
birmingham-body: During Rube Foster's team's absence at Schorlings park the Birmingham Black Barons and the Cleveland Browns entertained the fans and those who braved the rawest August weather in many a day were warmed up by some of the baseball dished out by the visiting teams. bbox=[1048, 786, 1229, 852]
stat-cell: .071 bbox=[825, 1234, 843, 1245]
doubles-body: J. W. Anderson opposed W. R. B. Layton in the finals and in one of the best and most interesting matches of the tournament won, 6-4, 6-4. Anderson's backhand half-lob was brought into play in the rallies and against his other diversified attack and defense Layton's best game was no occasional smash at the net. bbox=[267, 1375, 455, 1452]
